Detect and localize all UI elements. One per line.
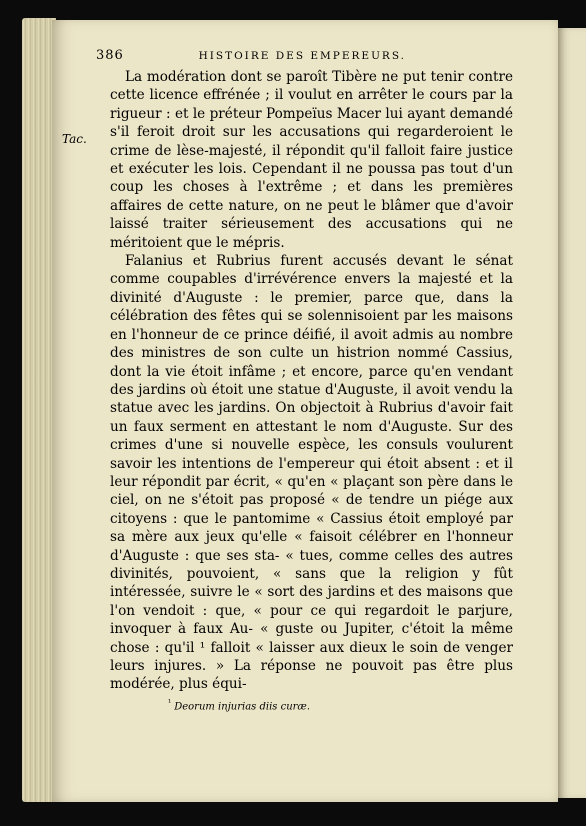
book-page-edges	[22, 18, 56, 802]
footnote-marker: ¹	[168, 698, 172, 707]
body-text	[110, 68, 513, 694]
facing-page-edge	[558, 28, 586, 798]
running-head	[96, 48, 476, 63]
margin-note: Tac.	[62, 132, 87, 146]
footnote-text: Deorum injurias diis curæ.	[174, 701, 310, 713]
running-title: HISTOIRE DES EMPEREURS.	[198, 50, 406, 62]
paragraph: La modération dont se paroît Tibère ne put tenir contre cette licence effrénée ; il voulut en arrêter le cours par la rigueur : et le préteur Pompeïus Macer lui ayant demandé s'il feroit droit sur les accusations qui regarderoient le crime de lèse-majesté, il répondit qu'il falloit faire justice et exécuter les lois. Cependant il ne poussa pas tout d'un coup les choses à l'extrême ; et dans les premières affaires de cette nature, on ne peut le blâmer que d'avoir laissé traiter sérieusement des accusations qui ne méritoient que le mépris.	[110, 69, 513, 251]
paragraph: Falanius et Rubrius furent accusés devant le sénat comme coupables d'irrévérence envers la majesté et la divinité d'Auguste : le premier, parce que, dans la célébration des fêtes qui se solennisoient par les maisons en l'honneur de ce prince déifié, il avoit admis au nombre des ministres de son culte un histrion nommé Cassius, dont la vie étoit infâme ; et encore, parce qu'en vendant des jardins où étoit une statue d'Auguste, il avoit vendu la statue avec les jardins. On objectoit à Rubrius d'avoir fait un faux serment en attestant le nom d'Auguste. Sur des crimes d'une si nouvelle espèce, les consuls voulurent savoir les intentions de l'empereur qui étoit absent : et il leur répondit par écrit, « qu'en « plaçant son père dans le ciel, on ne s'étoit pas proposé « de tendre un piége aux citoyens : que le pantomime « Cassius étoit employé par sa mère aux jeux qu'elle « faisoit célébrer en l'honneur d'Auguste : que ses sta- « tues, comme celles des autres divinités, pouvoient, « sans que la religion y fût intéressée, suivre le « sort des jardins et des maisons que l'on vendoit : que, « pour ce qui regardoit le parjure, invoquer à faux Au- « guste ou Jupiter, c'étoit la même chose : qu'il ¹ falloit « laisser aux dieux le soin de venger leurs injures. » La réponse ne pouvoit pas être plus modérée, plus équi-	[110, 253, 513, 693]
page-number: 386	[96, 48, 124, 63]
footnote	[168, 698, 310, 712]
